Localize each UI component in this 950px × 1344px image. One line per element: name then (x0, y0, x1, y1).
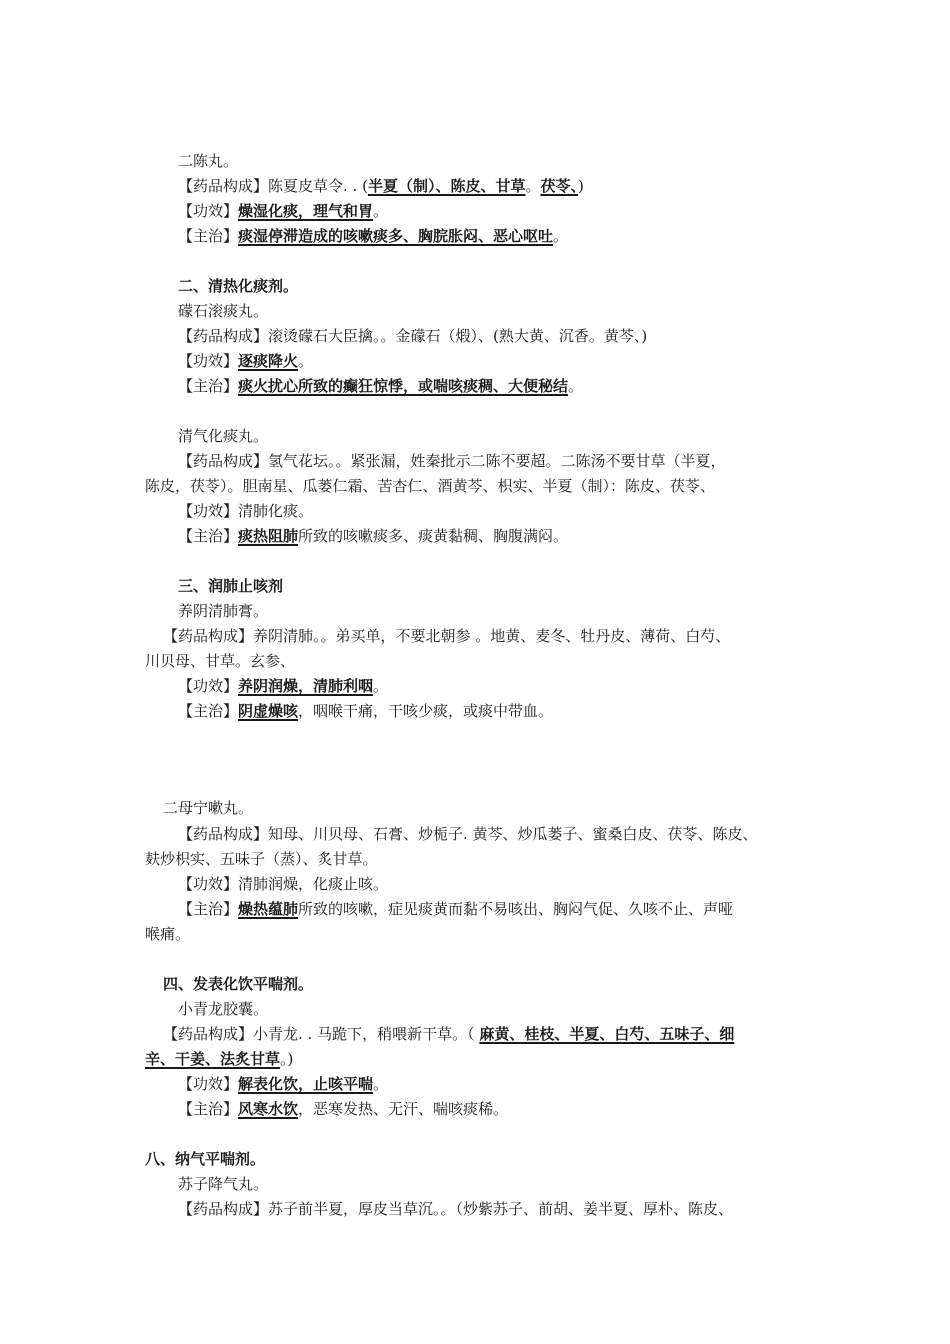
text-run: 。 (373, 1075, 389, 1093)
key-point: 痰热阻肺 (238, 527, 299, 545)
key-point: 燥热蕴肺 (238, 900, 299, 918)
text-line (178, 601, 268, 621)
text-line (178, 151, 238, 171)
heading-text: 四、发表化饮平喘剂。 (163, 975, 314, 993)
key-point: 痰火扰心所致的癫狂惊悸，或喘咳痰稠、大便秘结 (238, 377, 569, 395)
text-line (163, 798, 253, 818)
heading-text: 八、纳气平喘剂。 (145, 1150, 266, 1168)
text-line (163, 1024, 734, 1044)
text-line (178, 1074, 388, 1094)
text-run: 苏子降气丸。 (178, 1175, 269, 1193)
text-line (178, 226, 568, 246)
text-run: 。 (298, 352, 314, 370)
text-run: 喉痛。 (145, 925, 191, 943)
heading-text: 三、润肺止咳剂 (178, 577, 284, 595)
section-heading (178, 276, 298, 296)
text-run: 【主治】 (178, 1100, 239, 1118)
text-run: 。 (373, 677, 389, 695)
text-line (178, 676, 388, 696)
text-line (145, 476, 715, 496)
text-line (178, 376, 583, 396)
text-run: 【功效】 (178, 202, 239, 220)
text-line (163, 626, 730, 646)
text-run: 【药品构成】养阴清肺。。弟买单，不要北朝参 。地黄、麦冬、牡丹皮、薄荷、白芍、 (163, 627, 731, 645)
text-line (145, 924, 190, 944)
text-line (145, 1049, 293, 1069)
section-heading (145, 1149, 265, 1169)
text-run: 【功效】 (178, 1075, 239, 1093)
text-run: 所致的咳嗽，症见痰黄而黏不易咳出、胸闷气促、久咳不止、声哑 (298, 900, 734, 918)
text-run: 。 (373, 202, 389, 220)
text-run: 【功效】 (178, 677, 239, 695)
text-run: 【药品构成】小青龙. . 马跪下，稍喂新干草。（ (163, 1025, 480, 1043)
text-run: 【药品构成】陈夏皮草令. . ( (178, 177, 368, 195)
text-run: 【功效】 (178, 352, 239, 370)
text-line (178, 1199, 733, 1219)
key-point: 风寒水饮 (238, 1100, 299, 1118)
key-point: 解表化饮，止咳平喘 (238, 1075, 374, 1093)
text-run: 川贝母、甘草。玄参、 (145, 652, 296, 670)
text-line (178, 701, 553, 721)
text-line (178, 874, 388, 894)
text-line (178, 526, 568, 546)
text-run: ，恶寒发热、无汗、喘咳痰稀。 (298, 1100, 509, 1118)
text-line (178, 824, 758, 844)
section-heading (163, 974, 313, 994)
text-line (178, 1174, 268, 1194)
text-run: 二陈丸。 (178, 152, 239, 170)
text-run: ) (577, 177, 584, 195)
heading-text: 二、清热化痰剂。 (178, 277, 299, 295)
text-line (178, 451, 726, 471)
text-run: ，咽喉干痛，干咳少痰，或痰中带血。 (298, 702, 554, 720)
text-run: 【功效】清肺化痰。 (178, 502, 314, 520)
section-heading (178, 576, 283, 596)
text-run: 礞石滚痰丸。 (178, 302, 269, 320)
key-point: 辛、干姜、法炙甘草 (145, 1050, 281, 1068)
text-run: 小青龙胶囊。 (178, 1000, 269, 1018)
text-line (145, 651, 295, 671)
text-run: 养阴清肺膏。 (178, 602, 269, 620)
text-run: 【药品构成】知母、川贝母、石膏、炒栀子. 黄芩、炒瓜蒌子、蜜桑白皮、茯苓、陈皮、 (178, 825, 758, 843)
key-point: 半夏（制）、陈皮、甘草 (367, 177, 526, 195)
text-line (178, 501, 313, 521)
text-line (145, 849, 378, 869)
text-run: 所致的咳嗽痰多、痰黄黏稠、胸腹满闷。 (298, 527, 569, 545)
key-point: 逐痰降火 (238, 352, 299, 370)
text-run: 。 (568, 377, 584, 395)
text-run: 陈皮，茯苓）。胆南星、瓜蒌仁霜、苦杏仁、酒黄芩、枳实、半夏（制）：陈皮、茯苓、 (145, 477, 716, 495)
key-point: 阴虚燥咳 (238, 702, 299, 720)
text-run: 【药品构成】氢气花坛。。紧张漏，姓秦批示二陈不要超。二陈汤不要甘草（半夏， (178, 452, 726, 470)
key-point: 燥湿化痰，理气和胃 (238, 202, 374, 220)
text-run: 麸炒枳实、五味子（蒸）、炙甘草。 (145, 850, 378, 868)
key-point: 茯苓、 (540, 177, 578, 195)
text-run: 。 (553, 227, 569, 245)
text-line (178, 999, 268, 1019)
text-run: 【药品构成】滚烫礞石大臣擒。。金礞石（煅）、(熟大黄、沉香。黄芩、) (178, 327, 648, 345)
text-run: 清气化痰丸。 (178, 427, 269, 445)
text-run: 【主治】 (178, 702, 239, 720)
text-run: 【主治】 (178, 527, 239, 545)
key-point: 麻黄、桂枝、半夏、白芍、五味子、细 (479, 1025, 735, 1043)
text-run: 。) (280, 1050, 294, 1068)
text-run: 【功效】清肺润燥，化痰止咳。 (178, 875, 389, 893)
text-run: 。 (525, 177, 541, 195)
text-line (178, 899, 733, 919)
text-line (178, 326, 647, 346)
text-run: 【药品构成】苏子前半夏，厚皮当草沉。。（炒紫苏子、前胡、姜半夏、厚朴、陈皮、 (178, 1200, 734, 1218)
key-point: 痰湿停滞造成的咳嗽痰多、胸脘胀闷、恶心呕吐 (238, 227, 554, 245)
text-line (178, 201, 388, 221)
text-line (178, 351, 313, 371)
key-point: 养阴润燥，清肺利咽 (238, 677, 374, 695)
text-run: 【主治】 (178, 377, 239, 395)
text-run: 二母宁嗽丸。 (163, 799, 254, 817)
text-run: 【主治】 (178, 900, 239, 918)
text-line (178, 176, 584, 196)
text-line (178, 426, 268, 446)
text-line (178, 1099, 508, 1119)
text-run: 【主治】 (178, 227, 239, 245)
text-line (178, 301, 268, 321)
